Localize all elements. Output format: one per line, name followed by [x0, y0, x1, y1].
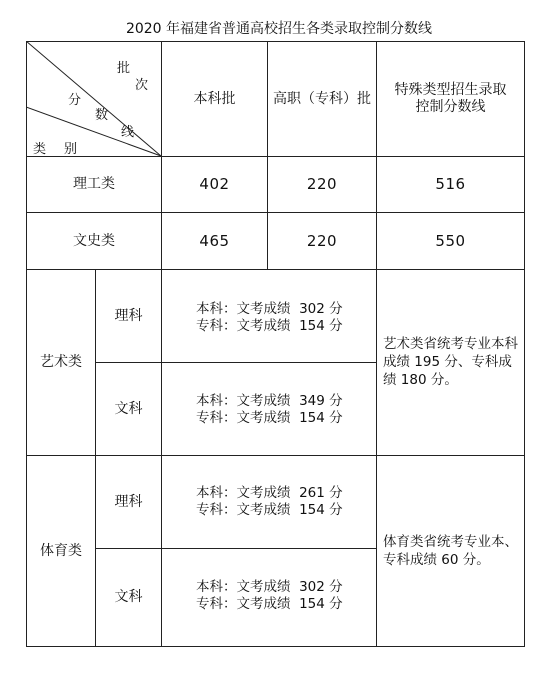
row-ligong-label: 理工类 [73, 176, 115, 192]
art-label: 艺术类 [40, 354, 82, 370]
row-ligong-gaozhi: 220 [306, 175, 338, 193]
row-ligong-benke: 402 [199, 175, 230, 193]
header-benke: 本科批 [193, 90, 236, 107]
sport-like-label: 理科 [114, 493, 143, 510]
header-diag-pi: 批 [117, 61, 131, 76]
diagonal-header-lines [26, 41, 162, 157]
row-wenshi-teshu: 550 [435, 231, 466, 250]
header-teshu-line2: 控制分数线 [415, 99, 486, 115]
art-like-benke: 本科：文考成绩 302 分 [196, 301, 343, 317]
sport-like-zhuanke: 专科：文考成绩 154 分 [196, 502, 343, 518]
page-title: 2020 年福建省普通高校招生各类录取控制分数线 [125, 21, 433, 37]
art-wenke-zhuanke: 专科：文考成绩 154 分 [196, 410, 343, 426]
header-diag-lei: 类 [33, 142, 47, 157]
row-wenshi-benke: 465 [199, 231, 230, 250]
art-wenke-label: 文科 [114, 400, 143, 417]
table-border-bottom [26, 646, 525, 647]
header-diag-fen: 分 [68, 93, 82, 108]
sport-note: 体育类省统考专业本、专科成绩 60 分。 [383, 534, 518, 568]
sport-wenke-benke: 本科：文考成绩 302 分 [196, 579, 343, 595]
row-ligong-teshu: 516 [435, 175, 466, 193]
art-note: 艺术类省统考专业本科成绩 195 分、专科成绩 180 分。 [383, 336, 518, 388]
score-table [26, 41, 525, 647]
header-diag-bie: 别 [64, 142, 78, 157]
row-wenshi-gaozhi: 220 [306, 231, 338, 250]
art-wenke-benke: 本科：文考成绩 349 分 [196, 393, 343, 409]
header-diag-shu: 数 [95, 108, 109, 123]
art-like-zhuanke: 专科：文考成绩 154 分 [196, 318, 343, 334]
table-border-right [524, 41, 525, 647]
sport-label: 体育类 [40, 542, 82, 559]
row-wenshi-label: 文史类 [73, 232, 115, 249]
sport-wenke-zhuanke: 专科：文考成绩 154 分 [196, 596, 343, 612]
art-like-label: 理科 [114, 307, 143, 324]
header-diag-xian: 线 [121, 125, 135, 140]
header-diag-ci: 次 [135, 78, 149, 93]
row-divider [161, 362, 376, 363]
header-teshu [377, 42, 524, 156]
sport-wenke-label: 文科 [114, 589, 143, 605]
header-gaozhi: 高职（专科）批 [273, 90, 371, 107]
sport-like-benke: 本科：文考成绩 261 分 [196, 485, 343, 501]
header-teshu-line1: 特殊类型招生录取 [394, 82, 507, 98]
